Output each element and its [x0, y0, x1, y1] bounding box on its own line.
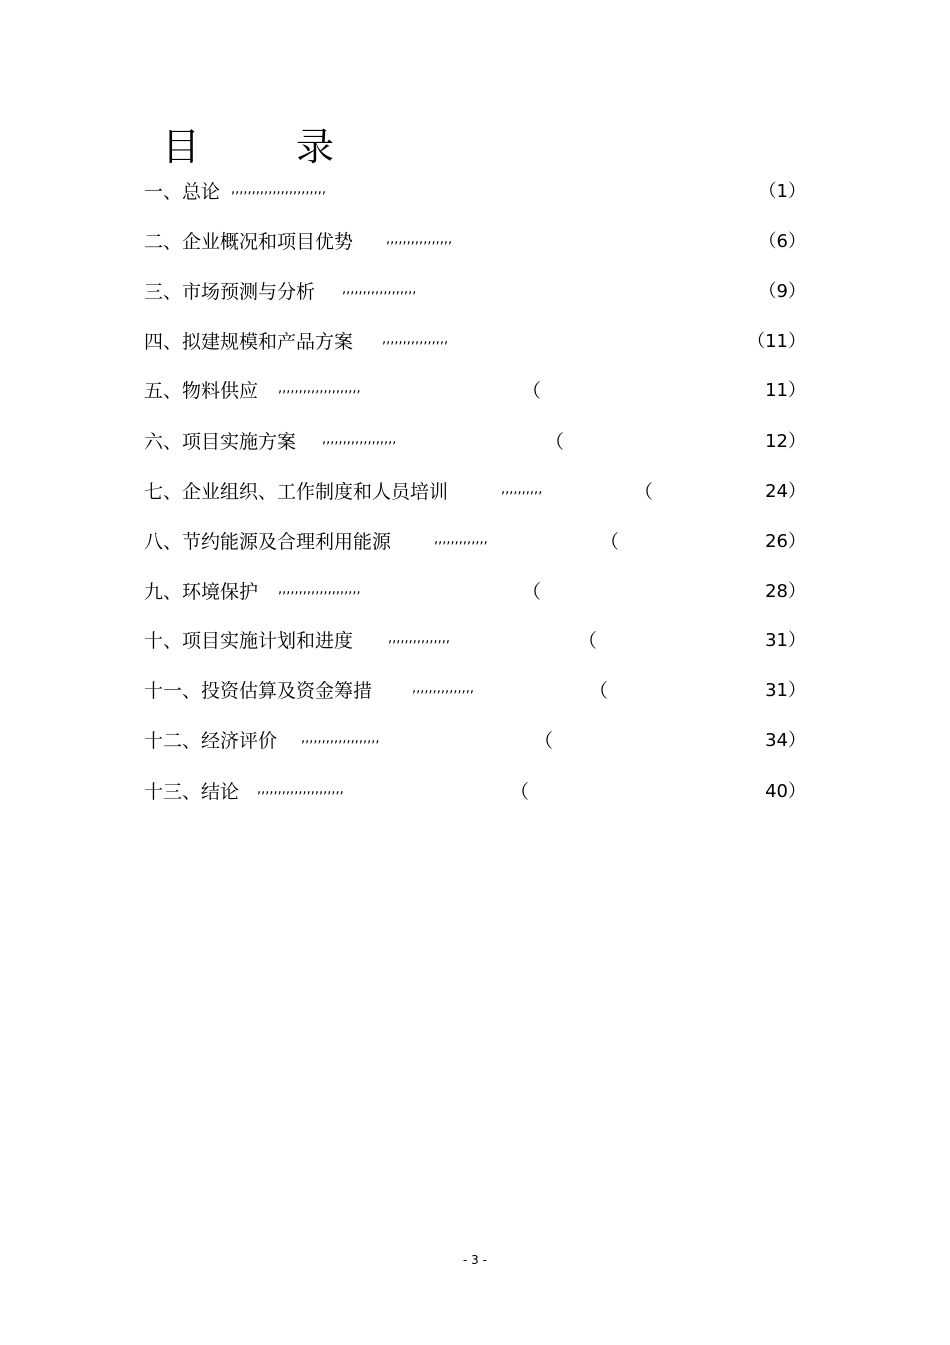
toc-leader-dots: ,,,,,,,,,,,,,,,,,,: [322, 432, 397, 447]
footer-page-number: - 3 -: [463, 1253, 487, 1267]
toc-leader-dots: ,,,,,,,,,,,,,,,,,,,,: [278, 582, 361, 597]
toc-entry[interactable]: [144, 479, 806, 505]
toc-leader-dots: ,,,,,,,,,,,,,,,,,,,,,,,: [231, 182, 327, 197]
toc-entry[interactable]: [144, 678, 806, 704]
toc-leader-dots: ,,,,,,,,,,,,,: [434, 532, 488, 547]
toc-entry-label: 十、项目实施计划和进度: [144, 630, 354, 652]
toc-leader-dots: ,,,,,,,,,,,,,,,,,,: [342, 282, 417, 297]
toc-page-number: 34）: [765, 730, 806, 751]
toc-open-paren: （: [522, 581, 542, 603]
toc-leader-dots: ,,,,,,,,,,,,,,,,,,,,: [278, 381, 361, 396]
toc-leader-dots: ,,,,,,,,,,,,,,,: [388, 631, 450, 646]
toc-leader-dots: ,,,,,,,,,,,,,,,,: [382, 332, 449, 347]
toc-open-paren: （: [522, 380, 542, 402]
toc-entry-label: 二、企业概况和项目优势: [144, 231, 354, 253]
toc-page-number: （6）: [758, 231, 806, 252]
toc-leader-dots: ,,,,,,,,,,: [501, 482, 543, 497]
toc-page-number: 31）: [765, 680, 806, 701]
toc-entry[interactable]: [144, 529, 806, 555]
toc-open-paren: （: [634, 481, 654, 503]
toc-page-number: 26）: [765, 531, 806, 552]
toc-entry[interactable]: [144, 579, 806, 605]
toc-entry[interactable]: [144, 329, 806, 355]
toc-entry[interactable]: [144, 179, 806, 205]
toc-entry-label: 一、总论: [144, 181, 221, 203]
toc-entry-label: 三、市场预测与分析: [144, 281, 316, 303]
toc-entry-label: 九、环境保护: [144, 581, 259, 603]
toc-entry[interactable]: [144, 728, 806, 754]
toc-entry[interactable]: [144, 628, 806, 654]
toc-entry[interactable]: [144, 279, 806, 305]
toc-entry-label: 十三、结论: [144, 781, 240, 803]
toc-open-paren: （: [578, 630, 598, 652]
toc-page-number: 11）: [765, 380, 806, 401]
toc-title-char-1: 目: [162, 125, 201, 169]
toc-open-paren: （: [545, 431, 565, 453]
toc-entry-label: 十二、经济评价: [144, 730, 278, 752]
toc-entry[interactable]: [144, 429, 806, 455]
toc-page-number: （1）: [758, 181, 806, 202]
toc-entry[interactable]: [144, 779, 806, 805]
toc-entry[interactable]: [144, 229, 806, 255]
toc-leader-dots: ,,,,,,,,,,,,,,,,,,,,,: [257, 782, 344, 797]
toc-page-number: 40）: [765, 781, 806, 802]
toc-open-paren: （: [589, 680, 609, 702]
toc-entry-label: 六、项目实施方案: [144, 431, 297, 453]
toc-page-number: （9）: [758, 281, 806, 302]
toc-page-number: 12）: [765, 431, 806, 452]
toc-entry-label: 七、企业组织、工作制度和人员培训: [144, 481, 449, 503]
toc-entry-label: 十一、投资估算及资金筹措: [144, 680, 373, 702]
toc-title-char-2: 录: [296, 125, 335, 169]
toc-page-number: 24）: [765, 481, 806, 502]
toc-page-number: （11）: [747, 331, 806, 352]
toc-leader-dots: ,,,,,,,,,,,,,,,: [412, 681, 474, 696]
toc-entry-label: 四、拟建规模和产品方案: [144, 331, 354, 353]
toc-entry-label: 五、物料供应: [144, 380, 259, 402]
toc-page-number: 31）: [765, 630, 806, 651]
toc-page-number: 28）: [765, 581, 806, 602]
toc-leader-dots: ,,,,,,,,,,,,,,,,: [386, 232, 453, 247]
toc-entry[interactable]: [144, 378, 806, 404]
toc-open-paren: （: [600, 531, 620, 553]
toc-open-paren: （: [510, 781, 530, 803]
toc-entry-label: 八、节约能源及合理利用能源: [144, 531, 392, 553]
toc-leader-dots: ,,,,,,,,,,,,,,,,,,,: [301, 731, 380, 746]
toc-open-paren: （: [534, 730, 554, 752]
